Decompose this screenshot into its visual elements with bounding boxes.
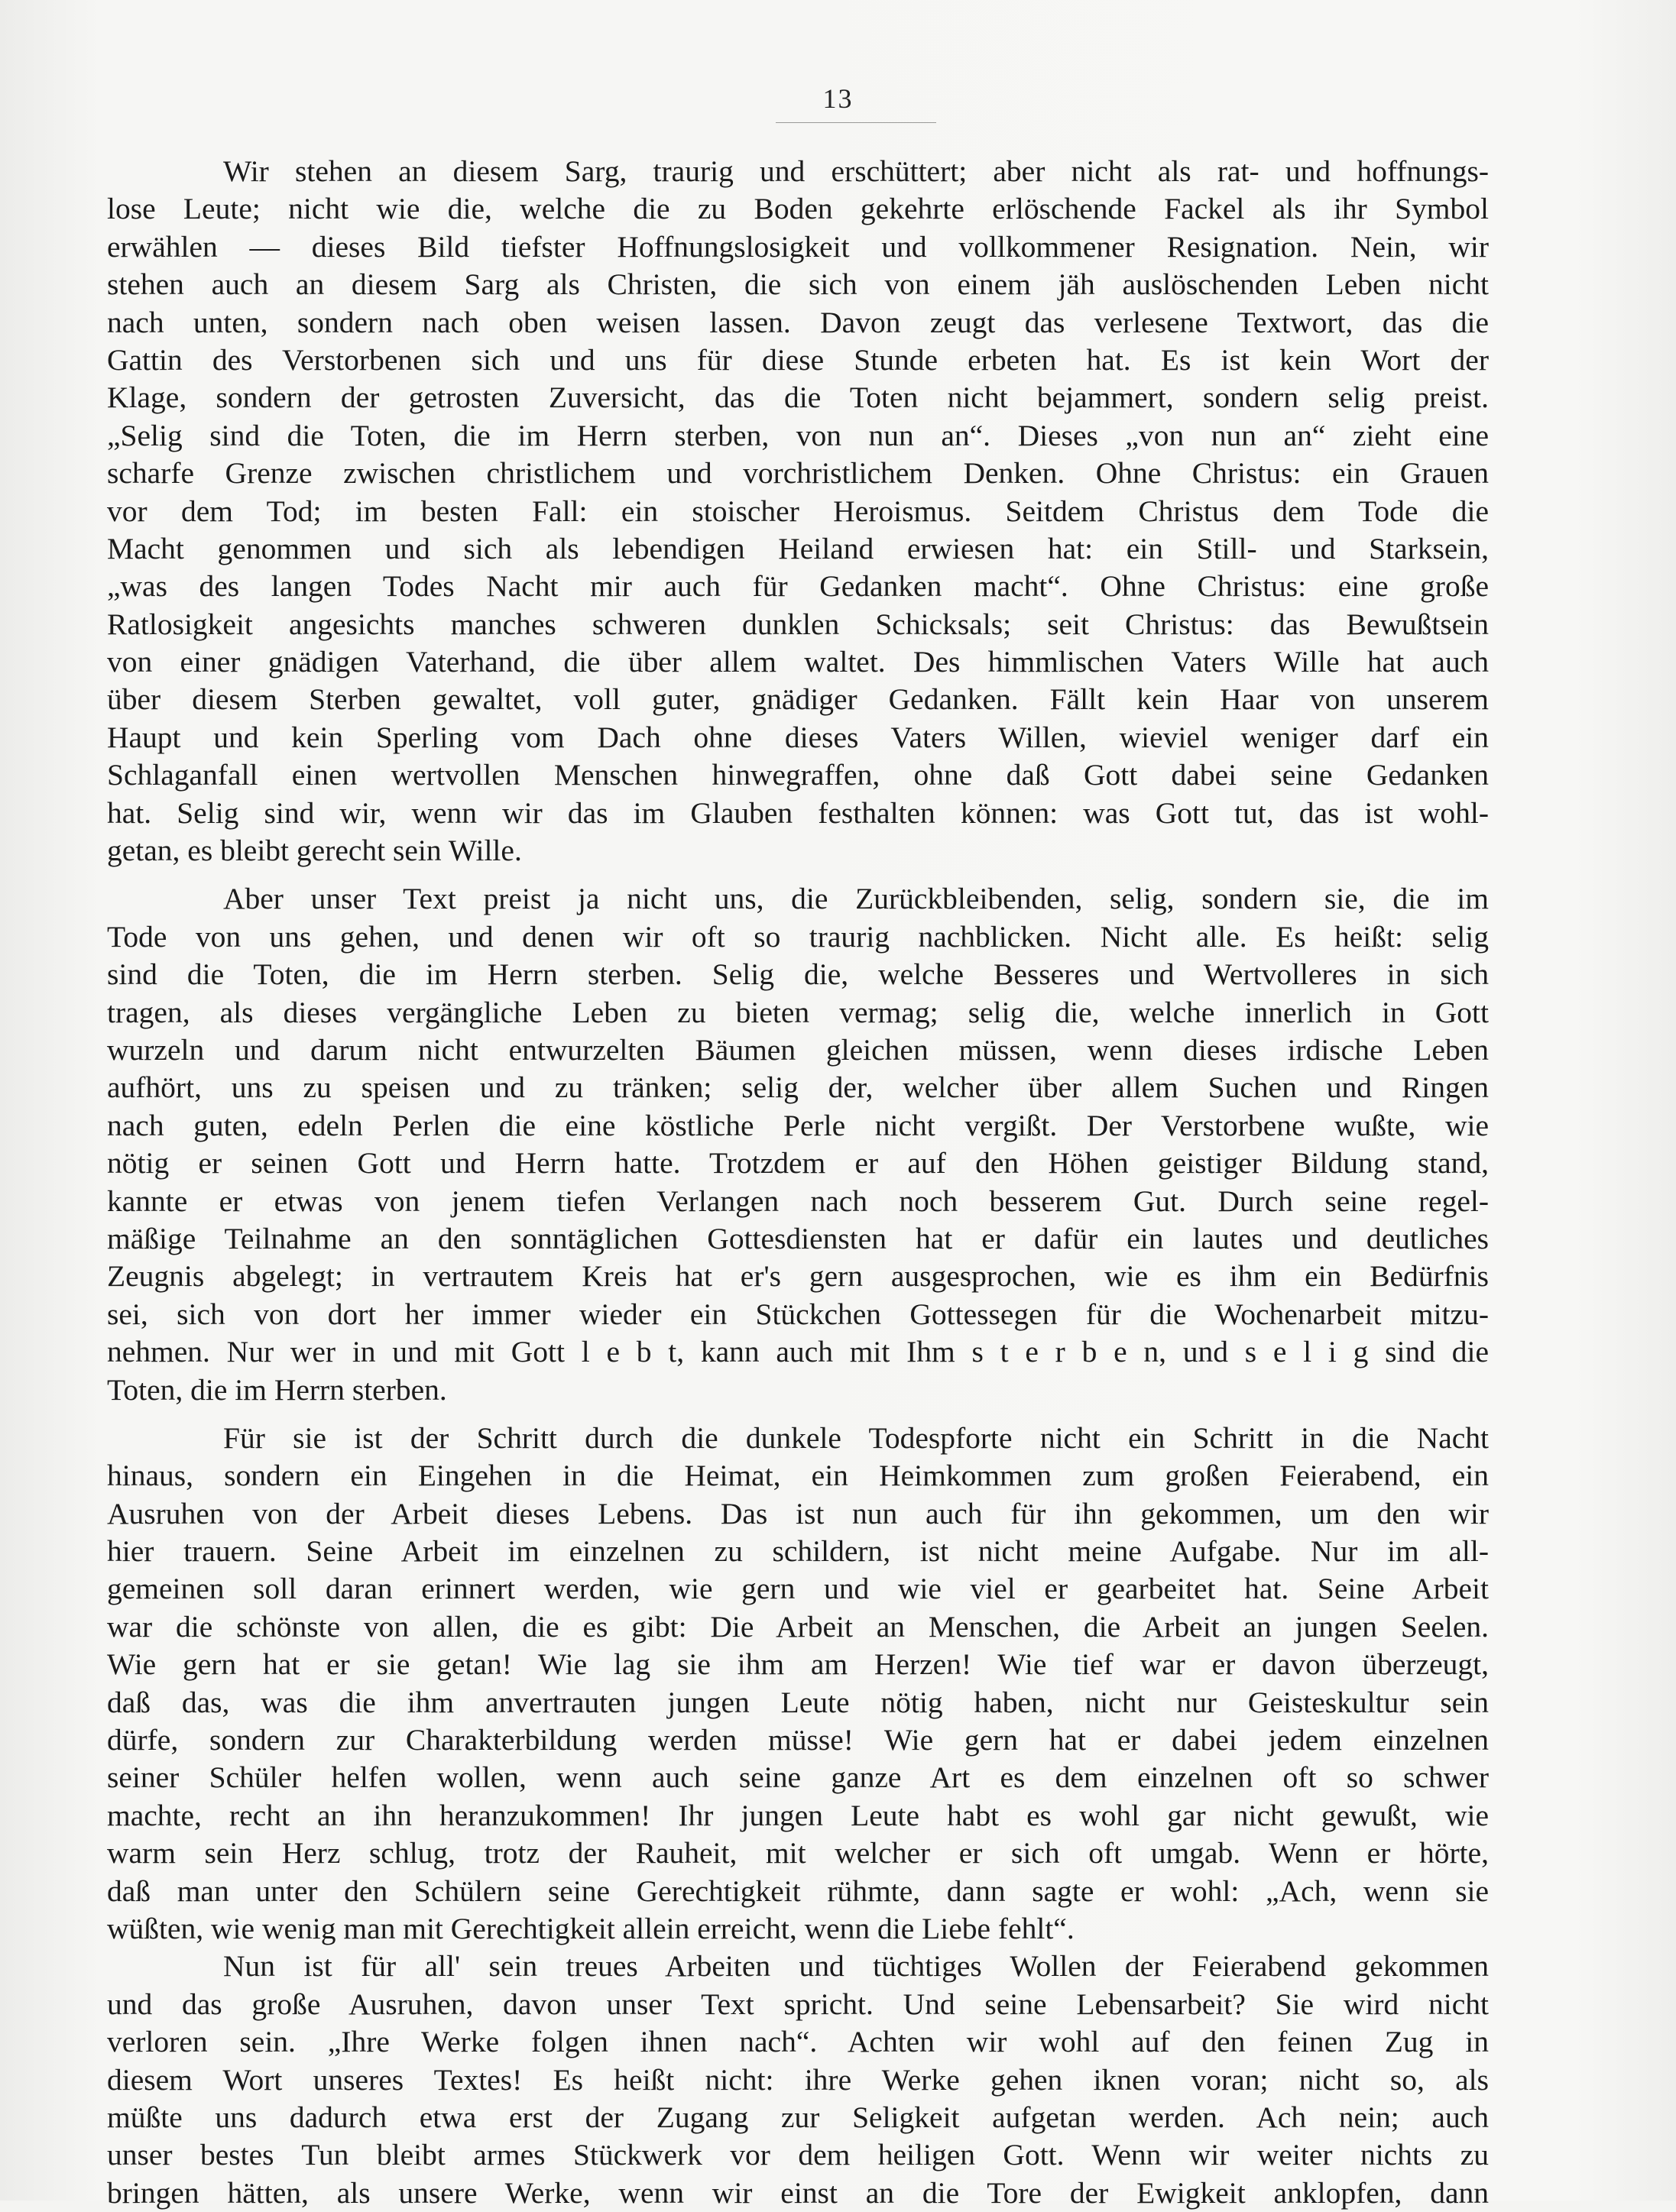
text-line: gemeinen soll daran erinnert werden, wie gern und wie viel er gearbeitet hat. Seine Arbeit — [107, 1572, 1489, 1606]
text-line: und das große Ausruhen, davon unser Text spricht. Und seine Lebensarbeit? Sie wird nicht — [107, 1987, 1489, 2021]
text-line: unser bestes Tun bleibt armes Stückwerk vor dem heiligen Gott. Wenn wir weiter nichts zu — [107, 2138, 1489, 2172]
text-line: hinaus, sondern ein Eingehen in die Heimat, ein Heimkommen zum großen Feierabend, ein — [107, 1459, 1489, 1493]
paragraph-2 — [107, 880, 1489, 1408]
text-line: Gattin des Verstorbenen sich und uns für diese Stunde erbeten hat. Es ist kein Wort der — [107, 342, 1489, 377]
text-line: kannte er etwas von jenem tiefen Verlangen nach noch besserem Gut. Durch seine regel- — [107, 1184, 1489, 1218]
text-line: Tode von uns gehen, und denen wir oft so traurig nachblicken. Nicht alle. Es heißt: selig — [107, 919, 1489, 954]
text-line: stehen auch an diesem Sarg als Christen, die sich von einem jäh auslöschenden Leben nicht — [107, 267, 1489, 302]
text-line: von einer gnädigen Vaterhand, die über allem waltet. Des himmlischen Vaters Wille hat auch — [107, 645, 1489, 679]
text-line: nehmen. Nur wer in und mit Gott l e b t, kann auch mit Ihm s t e r b e n, und s e l i g sind die — [107, 1335, 1489, 1369]
text-line: Zeugnis abgelegt; in vertrautem Kreis hat er's gern ausgesprochen, wie es ihm ein Bedürfnis — [107, 1259, 1489, 1294]
text-line: mäßige Teilnahme an den sonntäglichen Gottesdiensten hat er dafür ein lautes und deutliches — [107, 1221, 1489, 1255]
text-line: wurzeln und darum nicht entwurzelten Bäumen gleichen müssen, wenn dieses irdische Leben — [107, 1032, 1489, 1067]
text-line: nach unten, sondern nach oben weisen lassen. Davon zeugt das verlesene Textwort, das die — [107, 305, 1489, 339]
text-line: lose Leute; nicht wie die, welche die zu Boden gekehrte erlöschende Fackel als ihr Symbol — [107, 192, 1489, 226]
text-line: getan, es bleibt gerecht sein Wille. — [107, 834, 522, 868]
text-line: Macht genommen und sich als lebendigen Heiland erwiesen hat: ein Still- und Starksein, — [107, 531, 1489, 565]
text-line: Schlaganfall einen wertvollen Menschen hinwegraffen, ohne daß Gott dabei seine Gedanken — [107, 758, 1489, 792]
page-number: 13 — [822, 83, 854, 114]
text-line: Wir stehen an diesem Sarg, traurig und erschüttert; aber nicht als rat- und hoffnungs- — [223, 154, 1489, 188]
text-line: Ausruhen von der Arbeit dieses Lebens. Das ist nun auch für ihn gekommen, um den wir — [107, 1496, 1489, 1530]
text-line: war die schönste von allen, die es gibt: Die Arbeit an Menschen, die Arbeit an jungen Seelen. — [107, 1609, 1489, 1644]
text-line: wüßten, wie wenig man mit Gerechtigkeit allein erreicht, wenn die Liebe fehlt“. — [107, 1911, 1075, 1945]
text-line: daß das, was die ihm anvertrauten jungen Leute nötig haben, nicht nur Geisteskultur sein — [107, 1685, 1489, 1719]
text-line: daß man unter den Schülern seine Gerechtigkeit rühmte, dann sagte er wohl: „Ach, wenn sie — [107, 1874, 1489, 1908]
text-line: Haupt und kein Sperling vom Dach ohne dieses Vaters Willen, wieviel weniger darf ein — [107, 720, 1489, 754]
text-line: sei, sich von dort her immer wieder ein Stückchen Gottessegen für die Wochenarbeit mitzu- — [107, 1297, 1489, 1331]
text-line: nötig er seinen Gott und Herrn hatte. Trotzdem er auf den Höhen geistiger Bildung stand, — [107, 1146, 1489, 1180]
text-line: müßte uns dadurch etwa erst der Zugang zur Seligkeit aufgetan werden. Ach nein; auch — [107, 2100, 1489, 2134]
text-line: tragen, als dieses vergängliche Leben zu bieten vermag; selig die, welche innerlich in Gott — [107, 995, 1489, 1029]
header-rule — [776, 122, 936, 123]
body-text — [107, 153, 1489, 2212]
text-line: Nun ist für all' sein treues Arbeiten und tüchtiges Wollen der Feierabend gekommen — [223, 1949, 1489, 1984]
text-line: Wie gern hat er sie getan! Wie lag sie ihm am Herzen! Wie tief war er davon überzeugt, — [107, 1647, 1489, 1682]
paragraph-3 — [107, 1420, 1489, 1948]
text-line: vor dem Tod; im besten Fall: ein stoischer Heroismus. Seitdem Christus dem Tode die — [107, 494, 1489, 528]
text-line: aufhört, uns zu speisen und zu tränken; selig der, welcher über allem Suchen und Ringen — [107, 1070, 1489, 1105]
text-line: erwählen — dieses Bild tiefster Hoffnungslosigkeit und vollkommener Resignation. Nein, wir — [107, 229, 1489, 264]
text-line: „was des langen Todes Nacht mir auch für Gedanken macht“. Ohne Christus: eine große — [107, 569, 1489, 604]
text-line: hier trauern. Seine Arbeit im einzelnen zu schildern, ist nicht meine Aufgabe. Nur im all- — [107, 1534, 1489, 1569]
text-line: sind die Toten, die im Herrn sterben. Selig die, welche Besseres und Wertvolleres in sich — [107, 957, 1489, 992]
paragraph-1 — [107, 153, 1489, 870]
text-line: dürfe, sondern zur Charakterbildung werden müsse! Wie gern hat er dabei jedem einzelnen — [107, 1723, 1489, 1757]
text-line: Für sie ist der Schritt durch die dunkele Todespforte nicht ein Schritt in die Nacht — [223, 1420, 1489, 1455]
text-line: Toten, die im Herrn sterben. — [107, 1372, 447, 1407]
text-line: diesem Wort unseres Textes! Es heißt nicht: ihre Werke gehen iknen voran; nicht so, als — [107, 2062, 1489, 2097]
text-line: verloren sein. „Ihre Werke folgen ihnen nach“. Achten wir wohl auf den feinen Zug in — [107, 2025, 1489, 2059]
text-line: Ratlosigkeit angesichts manches schweren dunklen Schicksals; seit Christus: das Bewußtsein — [107, 607, 1489, 641]
text-line: hat. Selig sind wir, wenn wir das im Glauben festhalten können: was Gott tut, das ist wohl- — [107, 795, 1489, 830]
text-line: scharfe Grenze zwischen christlichem und vorchristlichem Denken. Ohne Christus: ein Grauen — [107, 456, 1489, 491]
paragraph-4 — [107, 1948, 1489, 2212]
text-line: „Selig sind die Toten, die im Herrn sterben, von nun an“. Dieses „von nun an“ zieht eine — [107, 418, 1489, 452]
text-line: Aber unser Text preist ja nicht uns, die Zurückbleibenden, selig, sondern sie, die im — [223, 882, 1489, 916]
text-line: warm sein Herz schlug, trotz der Rauheit, mit welcher er sich oft umgab. Wenn er hörte, — [107, 1836, 1489, 1870]
text-line: seiner Schüler helfen wollen, wenn auch seine ganze Art es dem einzelnen oft so schwer — [107, 1760, 1489, 1795]
text-line: Klage, sondern der getrosten Zuversicht, das die Toten nicht bejammert, sondern selig preist. — [107, 381, 1489, 415]
text-line: machte, recht an ihn heranzukommen! Ihr jungen Leute habt es wohl gar nicht gewußt, wie — [107, 1798, 1489, 1832]
text-line: bringen hätten, als unsere Werke, wenn wir einst an die Tore der Ewigkeit anklopfen, dann — [107, 2175, 1489, 2210]
text-line: nach guten, edeln Perlen die eine köstliche Perle nicht vergißt. Der Verstorbene wußte, wie — [107, 1108, 1489, 1142]
text-line: über diesem Sterben gewaltet, voll guter, gnädiger Gedanken. Fällt kein Haar von unserem — [107, 682, 1489, 717]
